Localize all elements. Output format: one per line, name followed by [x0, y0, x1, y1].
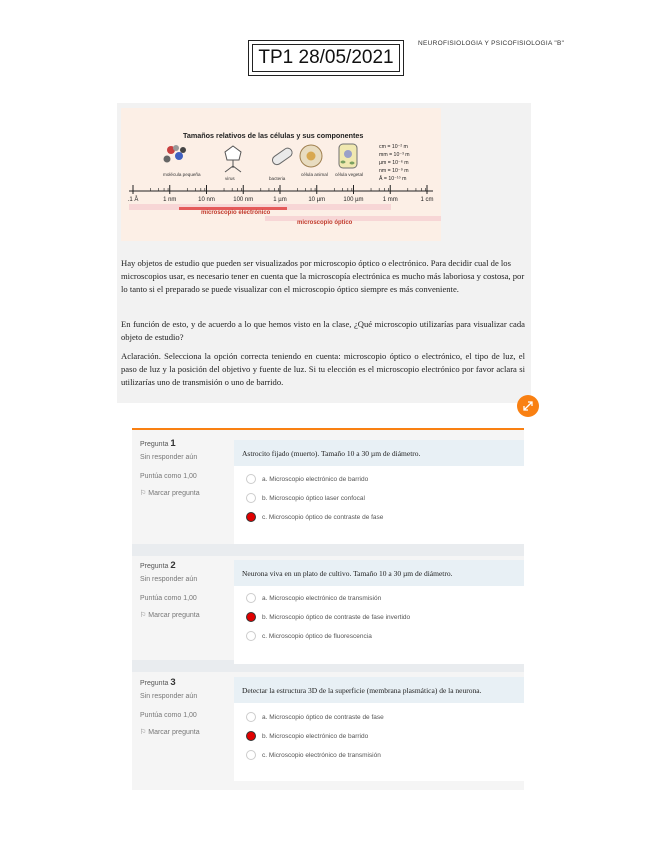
figure-item-molecule: molécula pequeña [163, 172, 201, 177]
band-optical-label: microscopio óptico [297, 220, 353, 226]
question-2-info [140, 559, 200, 622]
question-status: Sin responder aún [140, 454, 198, 461]
radio-button[interactable] [246, 474, 256, 484]
option-a[interactable]: a. Microscopio electrónico de barrido [246, 474, 368, 484]
option-b[interactable]: b. Microscopio óptico laser confocal [246, 493, 365, 503]
scale-label: 10 µm [308, 197, 326, 203]
option-a[interactable]: a. Microscopio óptico de contraste de fase [246, 712, 384, 722]
option-b[interactable]: b. Microscopio electrónico de barrido [246, 731, 368, 741]
scale-label: 100 µm [343, 197, 364, 203]
page-title: TP1 28/05/2021 [258, 47, 394, 68]
option-c[interactable]: c. Microscopio óptico de contraste de fase [246, 512, 383, 522]
scale-label: 1 cm [420, 197, 434, 203]
expand-icon [523, 401, 533, 411]
question-1-content [234, 440, 524, 544]
scale-ticks [133, 185, 427, 194]
plant-cell-icon [339, 144, 357, 168]
molecule-icon [164, 145, 187, 163]
intro-paragraph-3: Aclaración. Selecciona la opción correcta teniendo en cuenta: microscopio óptico o electrónico, el tipo de luz, el paso de luz y la posición del objetivo y fuente de luz. Si tu elección es el microscopio electrónico por favor aclara si utilizarías uno de transmisión o uno de barrido. [121, 351, 525, 387]
radio-button[interactable] [246, 593, 256, 603]
cell-size-figure [121, 108, 441, 241]
question-1-info [140, 437, 200, 500]
radio-button-selected[interactable] [246, 612, 256, 622]
radio-button[interactable] [246, 712, 256, 722]
figure-item-bacteria: bacteria [269, 176, 286, 181]
question-label: Pregunta [140, 441, 169, 448]
scale-label: 10 nm [198, 197, 215, 203]
figure-item-plant-cell: célula vegetal [335, 172, 364, 177]
question-label: Pregunta [140, 563, 169, 570]
flag-question[interactable]: ⚐ Marcar pregunta [140, 612, 200, 619]
course-name: NEUROFISIOLOGIA Y PSICOFISIOLOGIA "B" [418, 40, 565, 47]
radio-button[interactable] [246, 750, 256, 760]
figure-title: Tamaños relativos de las células y sus componentes [183, 131, 364, 140]
figure-item-animal-cell: célula animal [301, 172, 328, 177]
unit-um: µm = 10⁻⁶ m [379, 160, 409, 166]
cell-size-figure-svg [121, 108, 441, 241]
scale-label: 100 nm [233, 197, 254, 203]
animal-cell-icon [300, 145, 322, 167]
band-electron-label: microscopio electrónico [201, 210, 271, 216]
radio-button-selected[interactable] [246, 512, 256, 522]
question-status: Sin responder aún [140, 693, 198, 700]
question-score: Puntúa como 1,00 [140, 712, 197, 719]
scale-label: 1 mm [382, 197, 398, 203]
question-label: Pregunta [140, 680, 169, 687]
intro-paragraph-1: Hay objetos de estudio que pueden ser visualizados por microscopio óptico o electrónico. Para decidir cual de los microscopios usar, es necesario tener en cuenta que la microscopía electrónica es mucho más laboriosa y costosa, por lo tanto si el preparado se puede visualizar con el microscopio óptico siempre es más conveniente. [121, 258, 525, 294]
expand-button[interactable] [517, 395, 539, 417]
title-box [248, 40, 404, 76]
virus-icon [225, 146, 241, 172]
option-b[interactable]: b. Microscopio óptico de contraste de fase invertido [246, 612, 410, 622]
scale-label: 1 nm [163, 197, 177, 203]
question-number: 2 [170, 560, 176, 571]
unit-nm: nm = 10⁻⁹ m [379, 168, 409, 174]
unit-angstrom: Å = 10⁻¹⁰ m [379, 176, 407, 182]
flag-icon: ⚐ [140, 612, 147, 619]
question-text: Astrocito fijado (muerto). Tamaño 10 a 30 µm de diámetro. [234, 440, 524, 466]
scale-label: .1 Å [127, 197, 139, 203]
radio-button[interactable] [246, 631, 256, 641]
intro-paragraph-2: En función de esto, y de acuerdo a lo que hemos visto en la clase, ¿Qué microscopio utilizarías para visualizar cada objeto de estudio? [121, 319, 525, 342]
question-3-info [140, 676, 200, 739]
question-score: Puntúa como 1,00 [140, 473, 197, 480]
option-c[interactable]: c. Microscopio óptico de fluorescencia [246, 631, 372, 641]
option-a[interactable]: a. Microscopio electrónico de transmisión [246, 593, 381, 603]
flag-question[interactable]: ⚐ Marcar pregunta [140, 729, 200, 736]
question-number: 1 [170, 438, 176, 449]
question-separator [132, 544, 524, 556]
question-number: 3 [170, 677, 176, 688]
unit-mm: mm = 10⁻³ m [379, 152, 410, 158]
flag-icon: ⚐ [140, 729, 147, 736]
question-text: Neurona viva en un plato de cultivo. Tamaño 10 a 30 µm de diámetro. [234, 560, 524, 586]
flag-icon: ⚐ [140, 490, 147, 497]
bacteria-icon [271, 146, 294, 166]
question-status: Sin responder aún [140, 576, 198, 583]
question-2-content [234, 560, 524, 664]
unit-cm: cm = 10⁻² m [379, 144, 408, 150]
question-score: Puntúa como 1,00 [140, 595, 197, 602]
option-c[interactable]: c. Microscopio electrónico de transmisión [246, 750, 381, 760]
flag-question[interactable]: ⚐ Marcar pregunta [140, 490, 200, 497]
scale-labels [128, 196, 434, 203]
question-text: Detectar la estructura 3D de la superficie (membrana plasmática) de la neurona. [234, 677, 524, 703]
radio-button-selected[interactable] [246, 731, 256, 741]
scale-label: 1 µm [273, 197, 287, 203]
radio-button[interactable] [246, 493, 256, 503]
question-3-content [234, 677, 524, 781]
figure-item-virus: virus [225, 176, 235, 181]
